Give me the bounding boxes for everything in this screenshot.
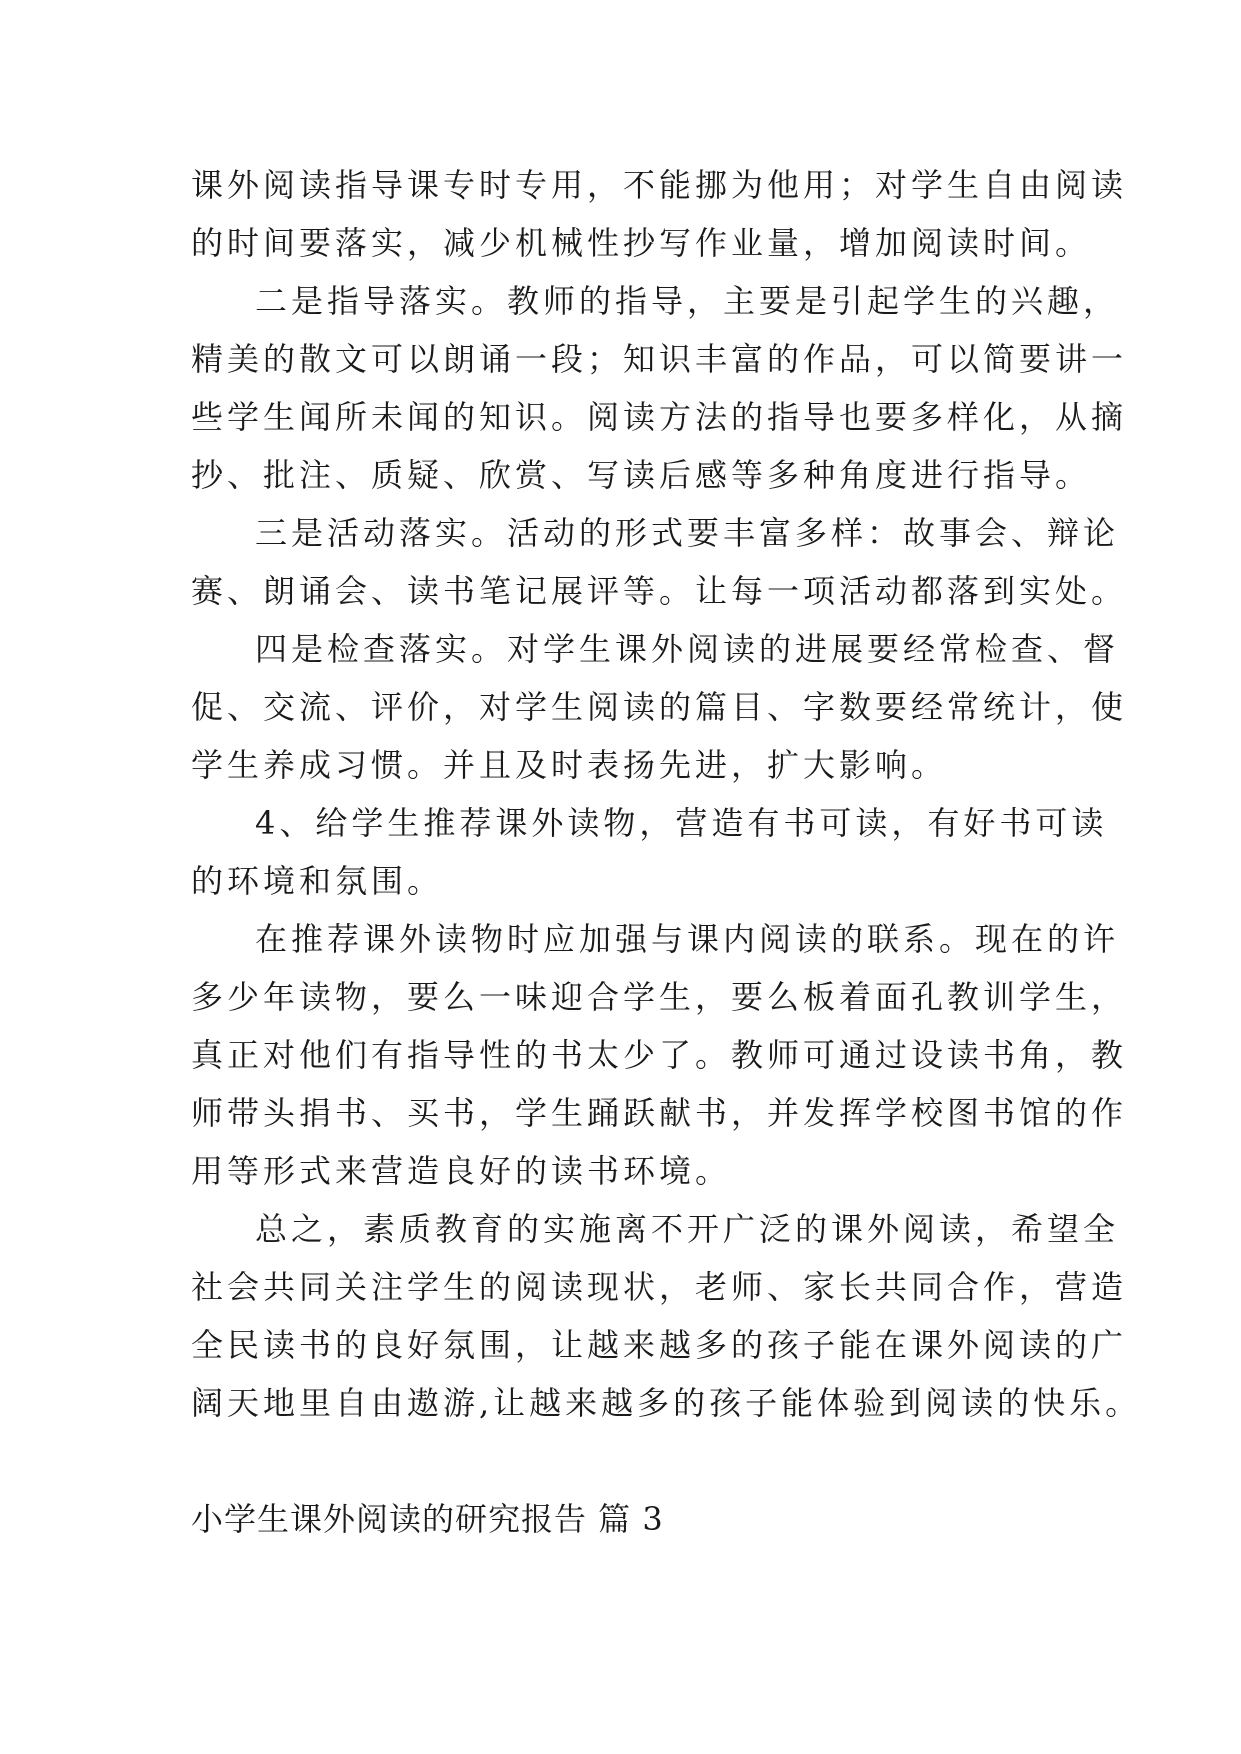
- paragraph-line: 全民读书的良好氛围，让越来越多的孩子能在课外阅读的广: [191, 1326, 1128, 1364]
- paragraph-line: 精美的散文可以朗诵一段；知识丰富的作品，可以简要讲一: [191, 340, 1128, 378]
- paragraph-line: 的环境和氛围。: [191, 862, 444, 900]
- paragraph-line: 多少年读物，要么一味迎合学生，要么板着面孔教训学生，: [191, 978, 1128, 1016]
- paragraph-line: 抄、批注、质疑、欣赏、写读后感等多种角度进行指导。: [191, 456, 1092, 494]
- paragraph-line: 些学生闻所未闻的知识。阅读方法的指导也要多样化，从摘: [191, 398, 1128, 436]
- paragraph-line: 课外阅读指导课专时专用，不能挪为他用；对学生自由阅读: [191, 166, 1128, 204]
- paragraph-line: 阔天地里自由遨游,让越来越多的孩子能体验到阅读的快乐。: [191, 1384, 1142, 1422]
- paragraph-line: 学生养成习惯。并且及时表扬先进，扩大影响。: [191, 746, 948, 784]
- paragraph-line: 真正对他们有指导性的书太少了。教师可通过设读书角，教: [191, 1036, 1128, 1074]
- paragraph-line: 社会共同关注学生的阅读现状，老师、家长共同合作，营造: [191, 1268, 1128, 1306]
- paragraph-line: 四是检查落实。对学生课外阅读的进展要经常检查、督: [255, 630, 1120, 668]
- paragraph-line: 的时间要落实，减少机械性抄写作业量，增加阅读时间。: [191, 224, 1092, 262]
- paragraph-line: 4、给学生推荐课外读物，营造有书可读，有好书可读: [255, 804, 1108, 842]
- paragraph-line: 在推荐课外读物时应加强与课内阅读的联系。现在的许: [255, 920, 1120, 958]
- paragraph-line: 赛、朗诵会、读书笔记展评等。让每一项活动都落到实处。: [191, 572, 1128, 610]
- paragraph-line: 师带头捐书、买书，学生踊跃献书，并发挥学校图书馆的作: [191, 1094, 1128, 1132]
- section-heading: 小学生课外阅读的研究报告 篇 3: [191, 1500, 664, 1538]
- paragraph-line: 用等形式来营造良好的读书环境。: [191, 1152, 732, 1190]
- paragraph-line: 二是指导落实。教师的指导，主要是引起学生的兴趣，: [255, 282, 1120, 320]
- paragraph-line: 总之，素质教育的实施离不开广泛的课外阅读，希望全: [255, 1210, 1120, 1248]
- paragraph-line: 促、交流、评价，对学生阅读的篇目、字数要经常统计，使: [191, 688, 1128, 726]
- paragraph-line: 三是活动落实。活动的形式要丰富多样：故事会、辩论: [255, 514, 1120, 552]
